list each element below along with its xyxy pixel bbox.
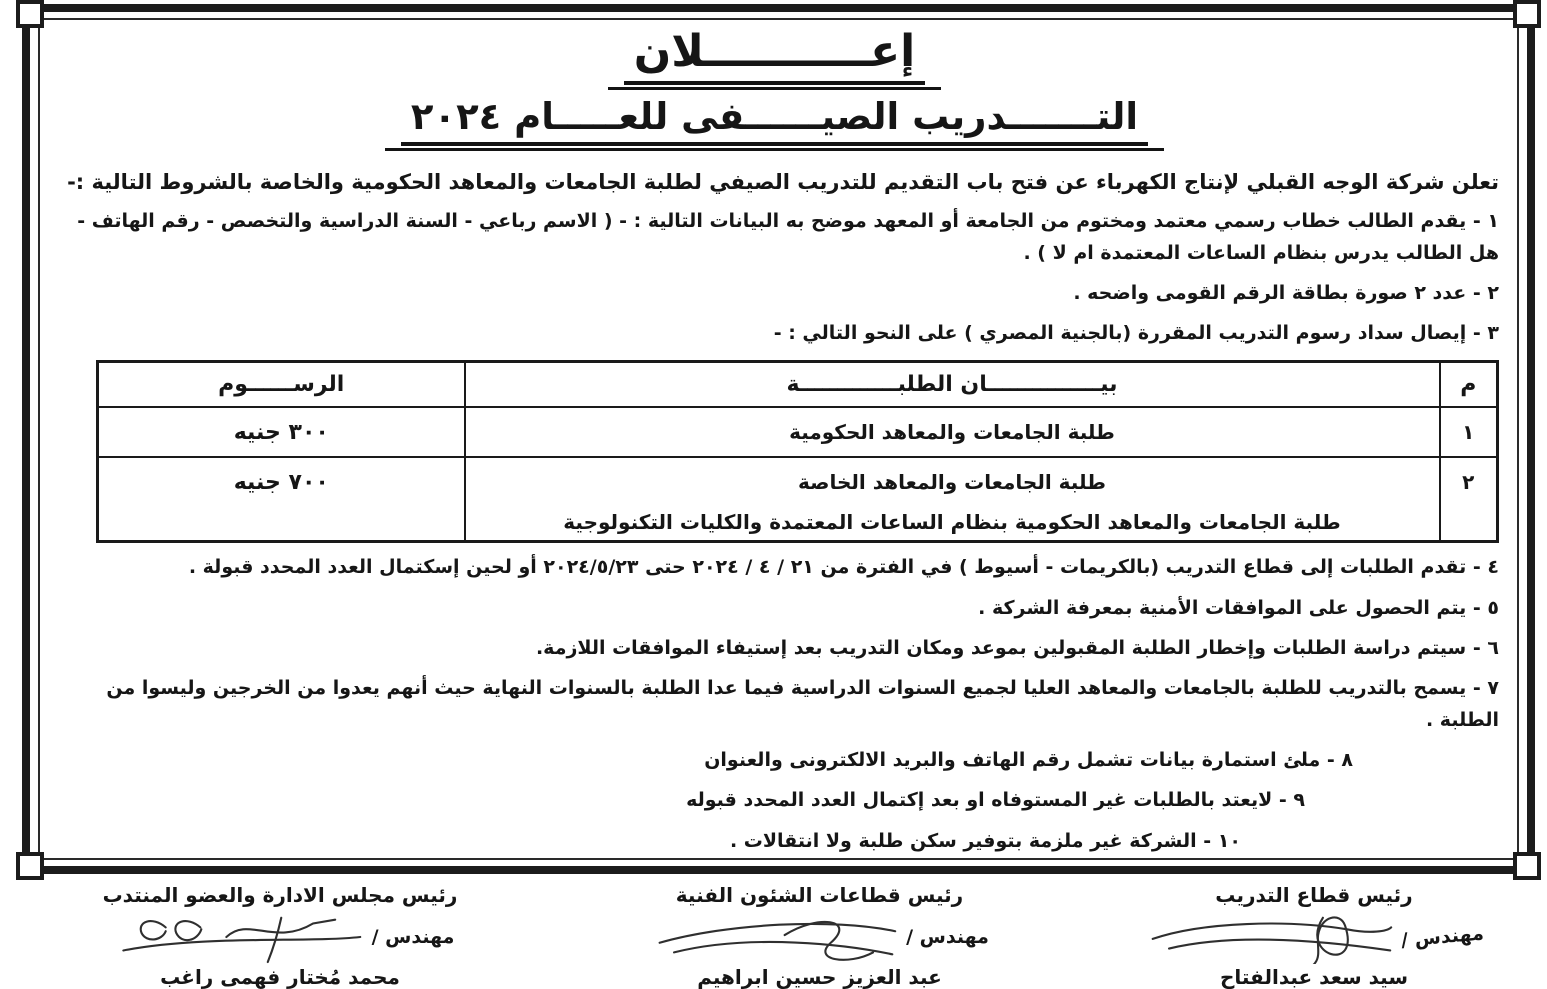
condition-text: ملئ استمارة بيانات تشمل رقم الهاتف والبريد الالكترونى والعنوان (704, 748, 1321, 771)
intro-paragraph: تعلن شركة الوجه القبلي لإنتاج الكهرباء عن فتح باب التقديم للتدريب الصيفي لطلبة الجامعات والمعاهد الحكومية والخاصة بالشروط التالية :- (67, 170, 1499, 194)
title-line2: التـــــــدريب الصيــــــفى للعـــــام ٢٠٢٤ (401, 95, 1148, 146)
condition-text: يقدم الطالب خطاب رسمي معتمد ومختوم من الجامعة أو المعهد موضح به البيانات التالية : - ( الاسم رباعي - السنة الدراسية والتخصص - رقم الهاتف - هل الطالب يدرس بنظام الساعات المعتمدة ام لا ) . (77, 210, 1499, 264)
condition-number: ٧ - (1472, 677, 1499, 700)
condition-item-10 (50, 826, 1241, 857)
condition-item-1 (50, 206, 1499, 269)
signature-role: مهندس / (371, 926, 455, 949)
condition-text: تقدم الطلبات إلى قطاع التدريب (بالكريمات - أسيوط ) في الفترة من ٢١ / ٤ / ٢٠٢٤ حتى ٢٠٢٤/٥/٢٣ أو لحين إسكتمال العدد المحدد قبولة . (188, 556, 1467, 579)
condition-number: ١ - (1472, 210, 1499, 233)
header-description: بيـــــــــــــــان الطلبـــــــــــــة (465, 361, 1440, 407)
signature-title: رئيس مجلس الادارة والعضو المنتدب (102, 883, 458, 908)
condition-item-5 (50, 593, 1499, 624)
fees-table-header-row (98, 361, 1498, 407)
condition-text: سيتم دراسة الطلبات وإخطار الطلبة المقبولين بموعد ومكان التدريب بعد إستيفاء الموافقات اللازمة. (535, 636, 1467, 659)
header-fees: الرســــــوم (98, 361, 465, 407)
signature-line (50, 909, 510, 965)
signature-block-chairman (50, 883, 510, 989)
page-title (50, 26, 1499, 85)
row-description (465, 457, 1440, 542)
signature-name: عبد العزيز حسين ابراهيم (697, 965, 942, 989)
signature-title: رئيس قطاعات الشئون الفنية (675, 883, 964, 908)
row-index: ١ (1440, 407, 1498, 457)
row-description-line1: طلبة الجامعات والمعاهد الخاصة (798, 470, 1106, 495)
condition-text: يسمح بالتدريب للطلبة بالجامعات والمعاهد العليا لجميع السنوات الدراسية فيما عدا الطلبة بالسنوات النهاية حيث أنهم يعدوا من الخرجين وليسوا من الطلبة . (106, 677, 1499, 731)
signatures-section (50, 883, 1499, 989)
condition-item-2 (50, 278, 1499, 309)
condition-number: ٢ - (1472, 282, 1499, 305)
condition-text: الشركة غير ملزمة بتوفير سكن طلبة ولا انتقالات . (729, 829, 1197, 852)
condition-text: إيصال سداد رسوم التدريب المقررة (بالجنية المصري ) على النحو التالي : - (773, 322, 1467, 345)
signature-line (1129, 909, 1499, 965)
condition-item-3 (50, 318, 1499, 349)
table-row (98, 457, 1498, 542)
condition-text: لايعتد بالطلبات غير المستوفاه او بعد إكتمال العدد المحدد قبوله (686, 789, 1273, 812)
condition-number: ٥ - (1472, 596, 1499, 619)
row-index: ٢ (1440, 457, 1498, 542)
page-subtitle (50, 95, 1499, 146)
signature-title: رئيس قطاع التدريب (1215, 883, 1413, 908)
condition-number: ٣ - (1472, 322, 1499, 345)
condition-item-4 (50, 552, 1499, 583)
signature-scribble (106, 910, 366, 964)
condition-text: يتم الحصول على الموافقات الأمنية بمعرفة الشركة . (978, 596, 1467, 619)
signature-line (605, 909, 1035, 965)
row-fees: ٧٠٠ جنيه (98, 457, 465, 542)
condition-text: عدد ٢ صورة بطاقة الرقم القومى واضحه . (1073, 282, 1467, 305)
row-fees: ٣٠٠ جنيه (98, 407, 465, 457)
condition-number: ٨ - (1326, 748, 1353, 771)
signature-scribble (1145, 910, 1395, 964)
title-line1: إعـــــــــــلان (624, 26, 926, 85)
signature-block-technical-affairs (605, 883, 1035, 989)
row-description: طلبة الجامعات والمعاهد الحكومية (465, 407, 1440, 457)
signature-name: سيد سعد عبدالفتاح (1219, 965, 1409, 989)
row-description-line2: طلبة الجامعات والمعاهد الحكومية بنظام الساعات المعتمدة والكليات التكنولوجية (563, 510, 1341, 535)
signature-block-training-sector (1129, 883, 1499, 989)
header-index: م (1440, 361, 1498, 407)
signature-scribble (650, 910, 900, 964)
condition-number: ٦ - (1472, 636, 1499, 659)
border-corner-top-left (16, 0, 44, 28)
condition-number: ٩ - (1278, 789, 1305, 812)
condition-item-9 (50, 785, 1305, 816)
condition-item-6 (50, 633, 1499, 664)
condition-number: ٤ - (1472, 556, 1499, 579)
signature-role: مهندس / (906, 926, 989, 949)
fees-table (96, 360, 1499, 544)
document-content (50, 18, 1499, 989)
border-corner-bottom-left (16, 852, 44, 880)
condition-item-8 (50, 745, 1353, 776)
condition-item-7 (50, 673, 1499, 736)
condition-number: ١٠ - (1203, 829, 1241, 852)
border-corner-bottom-right (1513, 852, 1541, 880)
table-row (98, 407, 1498, 457)
signature-role: مهندس / (1399, 922, 1485, 952)
signature-name: محمد مُختار فهمى راغب (160, 965, 400, 989)
border-corner-top-right (1513, 0, 1541, 28)
